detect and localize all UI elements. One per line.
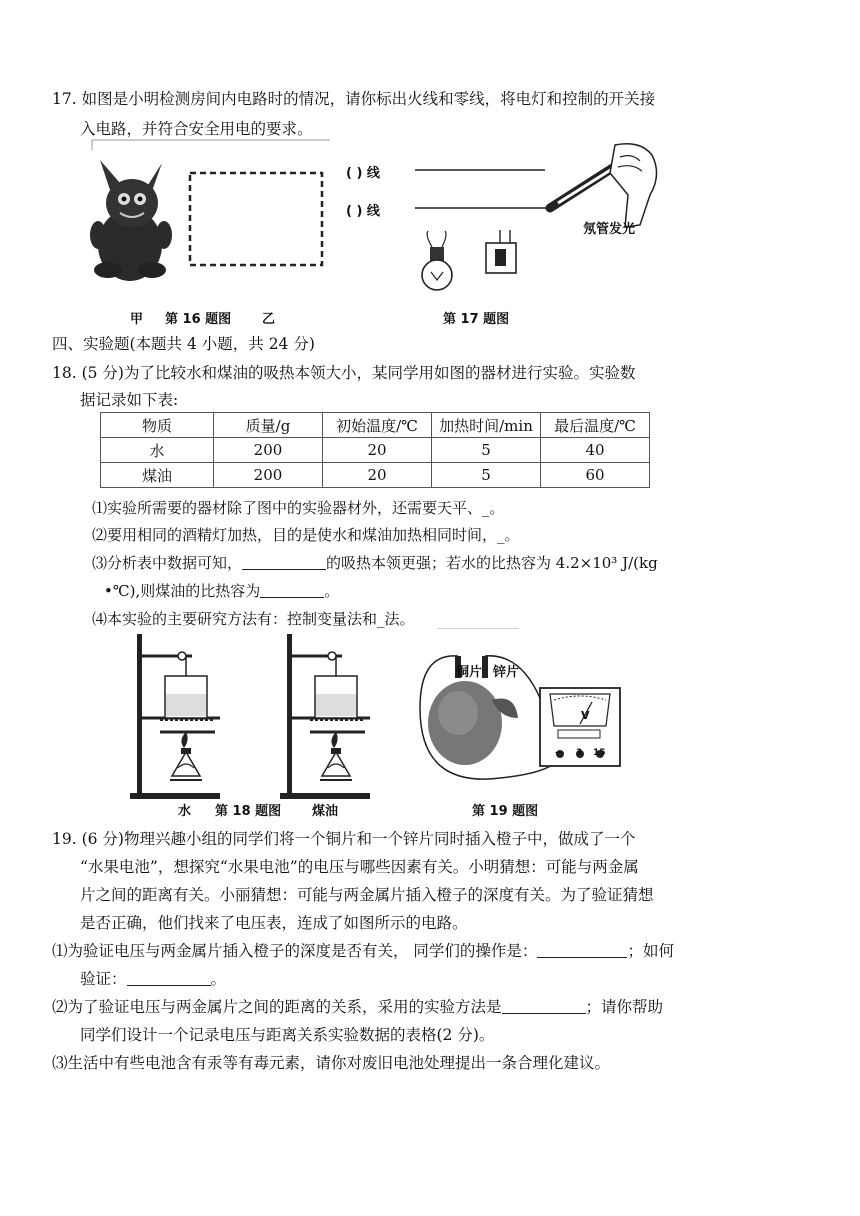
table-cell: 20	[323, 463, 432, 488]
table-header-cell: 初始温度/℃	[323, 413, 432, 438]
heating-apparatus-water	[130, 634, 220, 799]
answer-blank[interactable]	[242, 553, 326, 570]
caption-oil: 煤油	[312, 804, 339, 819]
q18-sub3-line1	[92, 552, 658, 574]
terminal-label: 15	[593, 748, 606, 758]
fruit-battery-circuit	[420, 656, 620, 779]
q19-sub2-line2: 同学们设计一个记录电压与距离关系实验数据的表格(2 分)。	[80, 1026, 495, 1044]
caption-figure-17: 第 17 题图	[443, 312, 510, 327]
dashed-box	[190, 173, 322, 265]
answer-blank[interactable]	[502, 997, 586, 1014]
q19-sub2-line1	[52, 996, 663, 1018]
wire2-label: ( ) 线	[346, 204, 380, 219]
q19-sub1-pre: ⑴为验证电压与两金属片插入橙子的深度是否有关， 同学们的操作是：	[52, 942, 538, 960]
section-4-title: 四、实验题(本题共 4 小题，共 24 分)	[52, 335, 315, 353]
toy-figure-illustration	[90, 160, 172, 281]
table-header-row	[101, 413, 650, 438]
q19-text-line3: 片之间的距离有关。小丽猜想：可能与两金属片插入橙子的深度有关。为了验证猜想	[80, 886, 654, 904]
q18-sub3b-pre: •℃),则煤油的比热容为	[104, 582, 261, 600]
table-cell: 20	[323, 438, 432, 463]
q19-text-line1: 19. (6 分)物理兴趣小组的同学们将一个铜片和一个锌片同时插入橙子中，做成了一个	[52, 830, 636, 848]
tester-label: 氖管发光	[583, 222, 636, 237]
q18-sub2: ⑵要用相同的酒精灯加热，目的是使水和煤油加热相同时间，_。	[92, 526, 520, 544]
table-cell: 5	[432, 463, 541, 488]
switch-icon	[486, 230, 516, 273]
table-header-cell: 质量/g	[214, 413, 323, 438]
q18-text-line2: 据记录如下表:	[80, 391, 179, 409]
q19-sub2-pre: ⑵为了验证电压与两金属片之间的距离的关系，采用的实验方法是	[52, 998, 502, 1016]
q17-text-line2: 入电路，并符合安全用电的要求。	[80, 120, 313, 138]
table-cell: 200	[214, 463, 323, 488]
table-cell: 60	[541, 463, 650, 488]
q19-sub1b-post: 。	[210, 970, 227, 988]
q19-text-line4: 是否正确，他们找来了电压表，连成了如图所示的电路。	[80, 914, 468, 932]
label-copper: 铜片	[456, 665, 483, 680]
q18-sub3-line2	[104, 580, 339, 602]
caption-figure-16: 第 16 题图	[165, 312, 232, 327]
q19-sub1b-pre: 验证：	[80, 970, 127, 988]
q19-text-line2: “水果电池”，想探究“水果电池”的电压与哪些因素有关。小明猜想：可能与两金属	[80, 858, 639, 876]
table-cell: 40	[541, 438, 650, 463]
table-cell: 5	[432, 438, 541, 463]
light-bulb-icon	[422, 231, 452, 290]
q18-data-table	[100, 412, 650, 488]
figure-18-19	[120, 628, 640, 808]
table-cell: 水	[101, 438, 214, 463]
q18-sub1: ⑴实验所需要的器材除了图中的实验器材外，还需要天平、_。	[92, 499, 505, 517]
q19-sub1-line2	[80, 968, 226, 990]
heating-apparatus-oil	[280, 634, 370, 799]
caption-water: 水	[178, 804, 192, 819]
q19-sub3: ⑶生活中有些电池含有汞等有毒元素，请你对废旧电池处理提出一条合理化建议。	[52, 1054, 611, 1072]
q18-text-line1: 18. (5 分)为了比较水和煤油的吸热本领大小，某同学用如图的器材进行实验。实验数	[52, 364, 636, 382]
table-row	[101, 438, 650, 463]
table-header-cell: 物质	[101, 413, 214, 438]
q17-text-line1: 17. 如图是小明检测房间内电路时的情况，请你标出火线和零线，将电灯和控制的开关接	[52, 90, 656, 108]
caption-figure-18: 第 18 题图	[215, 804, 282, 819]
q19-sub1-line1	[52, 940, 674, 962]
q18-sub3-post: 的吸热本领更强；若水的比热容为 4.2×10³ J/(kg	[326, 554, 658, 572]
caption-jia: 甲	[130, 312, 144, 327]
caption-yi: 乙	[262, 312, 276, 327]
answer-blank[interactable]	[537, 941, 627, 958]
table-header-cell: 最后温度/℃	[541, 413, 650, 438]
table-row	[101, 463, 650, 488]
caption-figure-19: 第 19 题图	[472, 804, 539, 819]
q18-sub3b-post: 。	[324, 582, 340, 600]
wire1-label: ( ) 线	[346, 166, 380, 181]
table-header-cell: 加热时间/min	[432, 413, 541, 438]
test-pen-illustration	[550, 144, 657, 227]
voltmeter-symbol: V	[581, 709, 590, 722]
answer-blank[interactable]	[260, 581, 324, 598]
terminal-label: 3	[576, 748, 583, 758]
q18-sub3-pre: ⑶分析表中数据可知，	[92, 554, 243, 572]
q19-sub1-post: ；如何	[627, 942, 674, 960]
terminal-label: —	[555, 748, 564, 758]
q18-sub4: ⑷本实验的主要研究方法有：控制变量法和_法。	[92, 610, 415, 628]
table-cell: 煤油	[101, 463, 214, 488]
q19-sub2-post: ；请你帮助	[585, 998, 664, 1016]
label-zinc: 锌片	[493, 665, 520, 680]
answer-blank[interactable]	[127, 969, 211, 986]
table-cell: 200	[214, 438, 323, 463]
